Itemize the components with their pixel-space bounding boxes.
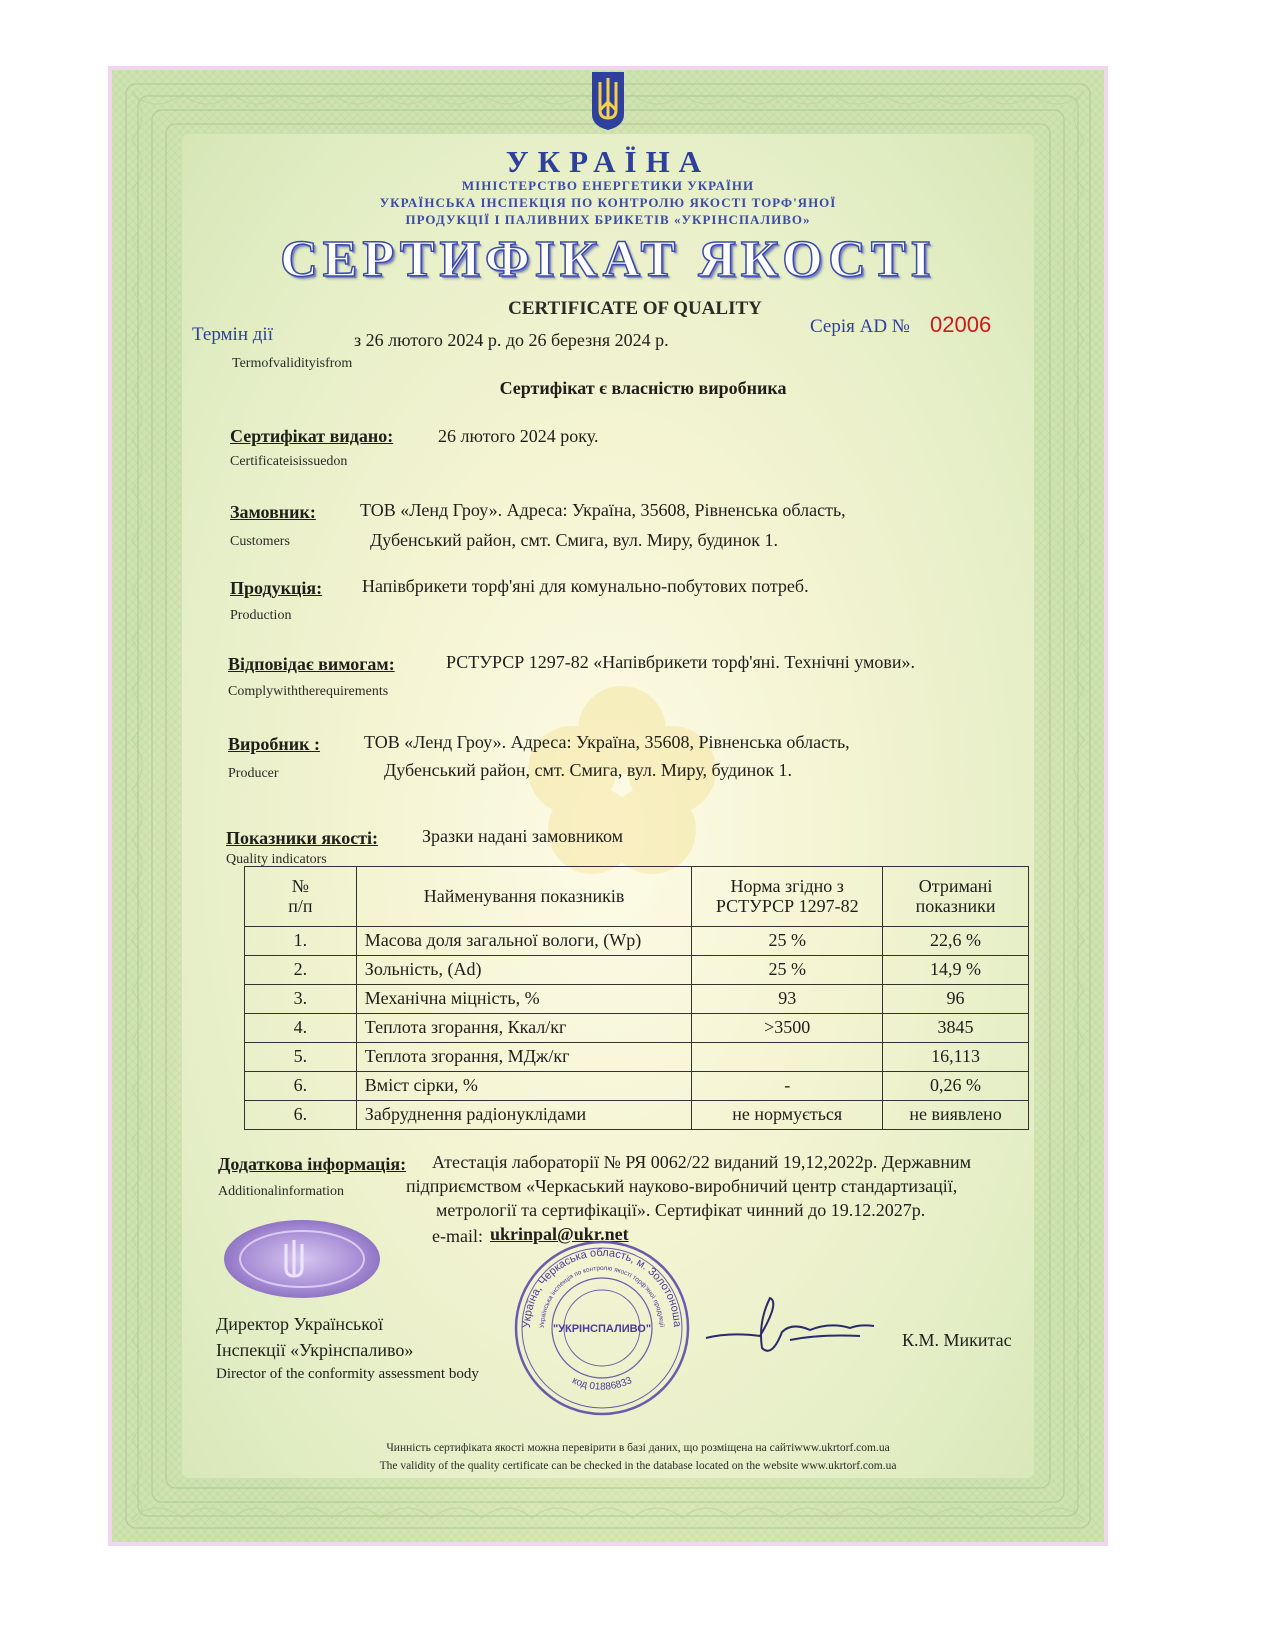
issued-label-en: Certificateisissuedon: [230, 454, 348, 469]
certificate: [112, 70, 1104, 1542]
header-result: Отримані показники: [883, 867, 1029, 927]
row-result: 16,113: [883, 1043, 1029, 1072]
producer-label-en: Producer: [228, 766, 279, 781]
signatory-name: К.М. Микитас: [902, 1330, 1012, 1350]
row-num: 4.: [245, 1014, 357, 1043]
row-norm: -: [692, 1072, 883, 1101]
quality-indicators-table: [244, 866, 1029, 1130]
header-name: Найменування показників: [356, 867, 692, 927]
row-norm: [692, 1043, 883, 1072]
ministry-line-2: УКРАЇНСЬКА ІНСПЕКЦІЯ ПО КОНТРОЛЮ ЯКОСТІ ТОРФ'ЯНОЇ: [379, 195, 837, 210]
signatory-title-2: Інспекції «Укрінспаливо»: [216, 1340, 414, 1360]
row-norm: 93: [692, 985, 883, 1014]
table-row: [245, 1101, 1029, 1130]
header-norm: Норма згідно з РСТУРСР 1297-82: [692, 867, 883, 927]
row-num: 3.: [245, 985, 357, 1014]
issued-label: Сертифікат видано:: [230, 426, 394, 446]
row-name: Теплота згорання, Ккал/кг: [356, 1014, 692, 1043]
row-norm: не нормується: [692, 1101, 883, 1130]
product-value: Напівбрикети торф'яні для комунально-побутових потреб.: [362, 576, 809, 596]
row-result: 22,6 %: [883, 927, 1029, 956]
row-name: Забруднення радіонуклідами: [356, 1101, 692, 1130]
additional-label: Додаткова інформація:: [218, 1154, 407, 1174]
row-num: 2.: [245, 956, 357, 985]
row-num: 5.: [245, 1043, 357, 1072]
requirements-value: РСТУРСР 1297-82 «Напівбрикети торф'яні. Технічні умови».: [446, 652, 916, 672]
additional-line-3: метрології та сертифікації». Сертифікат чинний до 19.12.2027р.: [436, 1200, 926, 1220]
certificate-title: СЕРТИФІКАТ ЯКОСТІ: [280, 231, 936, 288]
trident-emblem-icon: [588, 70, 628, 132]
table-row: [245, 956, 1029, 985]
series-label: Серія AD №: [810, 316, 910, 337]
row-result: не виявлено: [883, 1101, 1029, 1130]
table-row: [245, 927, 1029, 956]
row-num: 6.: [245, 1072, 357, 1101]
customer-label-en: Customers: [230, 534, 290, 549]
email-label: e-mail:: [432, 1226, 483, 1246]
additional-line-1: Атестація лабораторії № РЯ 0062/22 виданий 19,12,2022р. Державним: [432, 1152, 971, 1172]
svg-text:"УКРІНСПАЛИВО": "УКРІНСПАЛИВО": [552, 1323, 652, 1335]
product-label-en: Production: [230, 608, 292, 623]
country-title: УКРАЇНА: [505, 144, 711, 179]
row-name: Масова доля загальної вологи, (Wp): [356, 927, 692, 956]
owner-note: Сертифікат є власністю виробника: [499, 378, 787, 398]
series-number: 02006: [930, 312, 992, 337]
email-link[interactable]: ukrinpal@ukr.net: [490, 1224, 629, 1244]
producer-line-1: ТОВ «Ленд Гроу». Адреса: Україна, 35608, Рівненська область,: [364, 732, 850, 752]
ministry-line-1: МІНІСТЕРСТВО ЕНЕРГЕТИКИ УКРАЇНИ: [461, 178, 755, 193]
footer-note-ua: Чинність сертифіката якості можна перевірити в базі даних, що розміщена на сайтіwww.ukrtorf.com.ua: [386, 1442, 890, 1454]
signatory-title-1: Директор Української: [216, 1314, 384, 1334]
product-label: Продукція:: [230, 578, 323, 598]
row-norm: 25 %: [692, 927, 883, 956]
hologram-sticker-icon: [222, 1218, 382, 1300]
row-result: 96: [883, 985, 1029, 1014]
row-norm: >3500: [692, 1014, 883, 1043]
row-num: 1.: [245, 927, 357, 956]
signatory-title-en: Director of the conformity assessment body: [216, 1366, 479, 1382]
validity-period: з 26 лютого 2024 р. до 26 березня 2024 р.: [354, 330, 669, 350]
svg-text:код 01886833: код 01886833: [570, 1375, 634, 1393]
quality-note: Зразки надані замовником: [422, 826, 624, 846]
table-row: [245, 1014, 1029, 1043]
row-num: 6.: [245, 1101, 357, 1130]
svg-text:Українська інспекція по контро: Українська інспекція по контролю якості торф'яної продукції: [538, 1264, 666, 1329]
row-name: Вміст сірки, %: [356, 1072, 692, 1101]
table-row: [245, 1072, 1029, 1101]
quality-label: Показники якості:: [226, 828, 379, 848]
requirements-label-en: Complywiththerequirements: [228, 684, 389, 699]
issued-value: 26 лютого 2024 року.: [438, 426, 599, 446]
footer-note-en: The validity of the quality certificate can be checked in the database located on the website www.ukrtorf.com.ua: [379, 1460, 897, 1472]
row-name: Теплота згорання, МДж/кг: [356, 1043, 692, 1072]
validity-label: Термін дії: [192, 324, 273, 345]
customer-line-2: Дубенський район, смт. Смига, вул. Миру, будинок 1.: [370, 530, 779, 550]
row-name: Зольність, (Ad): [356, 956, 692, 985]
row-name: Механічна міцність, %: [356, 985, 692, 1014]
ministry-line-3: ПРОДУКЦІЇ І ПАЛИВНИХ БРИКЕТІВ «УКРІНСПАЛИВО»: [405, 212, 811, 227]
quality-label-en: Quality indicators: [226, 852, 327, 867]
producer-label: Виробник :: [228, 734, 320, 754]
additional-line-2: підприємством «Черкаський науково-виробничий центр стандартизації,: [406, 1176, 958, 1196]
row-norm: 25 %: [692, 956, 883, 985]
table-header-row: [245, 867, 1029, 927]
table-row: [245, 1043, 1029, 1072]
validity-label-en: Termofvalidityisfrom: [232, 356, 353, 371]
additional-label-en: Additionalinformation: [218, 1184, 344, 1199]
row-result: 0,26 %: [883, 1072, 1029, 1101]
row-result: 14,9 %: [883, 956, 1029, 985]
producer-line-2: Дубенський район, смт. Смига, вул. Миру, будинок 1.: [384, 760, 793, 780]
header-num: № п/п: [245, 867, 357, 927]
customer-line-1: ТОВ «Ленд Гроу». Адреса: Україна, 35608, Рівненська область,: [360, 500, 846, 520]
svg-text:Україна, Черкаська область, м.: Україна, Черкаська область, м. Золотоноша: [520, 1246, 684, 1329]
table-row: [245, 985, 1029, 1014]
certificate-title-en: CERTIFICATE OF QUALITY: [508, 298, 762, 319]
requirements-label: Відповідає вимогам:: [228, 654, 395, 674]
row-result: 3845: [883, 1014, 1029, 1043]
signature-icon: [700, 1292, 880, 1364]
customer-label: Замовник:: [230, 502, 316, 522]
round-stamp-icon: [512, 1238, 692, 1418]
